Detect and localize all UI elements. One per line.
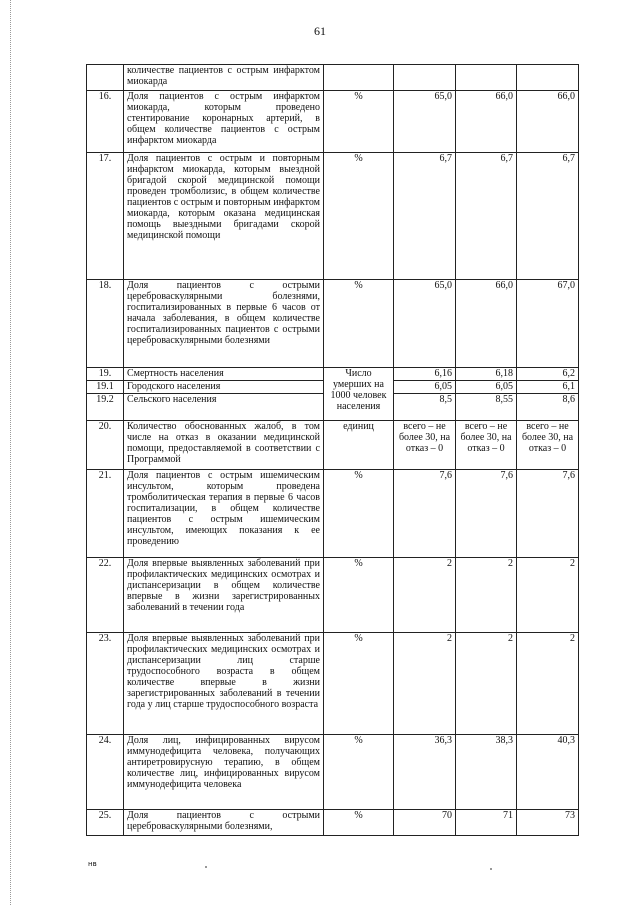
indicators-table bbox=[86, 64, 579, 836]
indicator-text: Городского населения bbox=[124, 381, 324, 394]
value-year-1: 2 bbox=[394, 558, 456, 633]
value-year-3: 67,0 bbox=[517, 280, 579, 368]
value-year-2: 2 bbox=[456, 633, 517, 735]
indicator-text: Доля пациентов с острыми цереброваскулярными болезнями, bbox=[124, 810, 324, 836]
indicator-text: Доля пациентов с острым ишемическим инсультом, которым проведена тромболитическая терапия в первые 6 часов госпитализации, в общем количестве пациентов с острым ишемическим инсультом, имеющих показания к ее проведению bbox=[124, 470, 324, 558]
row-number bbox=[87, 65, 124, 91]
value-year-2: 66,0 bbox=[456, 280, 517, 368]
unit-cell: % bbox=[324, 633, 394, 735]
value-year-1: 70 bbox=[394, 810, 456, 836]
table-row bbox=[87, 558, 579, 633]
indicator-text: количестве пациентов с острым инфарктом миокарда bbox=[124, 65, 324, 91]
indicator-text: Количество обоснованных жалоб, в том числе на отказ в оказании медицинской помощи, предоставляемой в соответствии с Программой bbox=[124, 421, 324, 470]
value-year-3: 6,2 bbox=[517, 368, 579, 381]
table-row bbox=[87, 633, 579, 735]
table-row bbox=[87, 470, 579, 558]
unit-cell: единиц bbox=[324, 421, 394, 470]
row-number: 25. bbox=[87, 810, 124, 836]
value-year-3: всего – не более 30, на отказ – 0 bbox=[517, 421, 579, 470]
value-year-3: 73 bbox=[517, 810, 579, 836]
unit-cell: % bbox=[324, 558, 394, 633]
value-year-1: 6,16 bbox=[394, 368, 456, 381]
value-year-3: 66,0 bbox=[517, 91, 579, 153]
row-number: 16. bbox=[87, 91, 124, 153]
indicator-text: Доля пациентов с острыми цереброваскулярными болезнями, госпитализированных в первые 6 часов от начала заболевания, в общем количестве госпитализированных пациентов с острыми цереброваскулярными болезнями bbox=[124, 280, 324, 368]
value-year-1: 65,0 bbox=[394, 91, 456, 153]
unit-cell: % bbox=[324, 91, 394, 153]
indicator-text: Смертность населения bbox=[124, 368, 324, 381]
scan-speck bbox=[205, 866, 207, 868]
footer-code: нв bbox=[88, 860, 97, 868]
table-row bbox=[87, 735, 579, 810]
value-year-3: 2 bbox=[517, 558, 579, 633]
indicator-text: Сельского населения bbox=[124, 394, 324, 421]
table-row bbox=[87, 91, 579, 153]
unit-cell: % bbox=[324, 280, 394, 368]
value-year-2: 2 bbox=[456, 558, 517, 633]
scan-speck bbox=[490, 868, 492, 870]
value-year-2: 6,18 bbox=[456, 368, 517, 381]
row-number: 20. bbox=[87, 421, 124, 470]
value-year-2 bbox=[456, 65, 517, 91]
table-row bbox=[87, 810, 579, 836]
value-year-2: 38,3 bbox=[456, 735, 517, 810]
table-row bbox=[87, 153, 579, 280]
value-year-2: 8,55 bbox=[456, 394, 517, 421]
scan-edge-line bbox=[10, 0, 12, 905]
value-year-3: 6,1 bbox=[517, 381, 579, 394]
value-year-3: 7,6 bbox=[517, 470, 579, 558]
unit-cell: % bbox=[324, 153, 394, 280]
value-year-3: 40,3 bbox=[517, 735, 579, 810]
indicator-text: Доля впервые выявленных заболеваний при профилактических медицинских осмотрах и диспансеризации лиц старше трудоспособного возраста в общем количестве впервые в жизни зарегистрированных заболеваний в течении года у лиц старше трудоспособного возраста bbox=[124, 633, 324, 735]
value-year-2: 6,05 bbox=[456, 381, 517, 394]
value-year-1: 65,0 bbox=[394, 280, 456, 368]
value-year-1: 36,3 bbox=[394, 735, 456, 810]
value-year-3: 8,6 bbox=[517, 394, 579, 421]
row-number: 23. bbox=[87, 633, 124, 735]
row-number: 19. bbox=[87, 368, 124, 381]
unit-cell: % bbox=[324, 810, 394, 836]
value-year-3: 2 bbox=[517, 633, 579, 735]
value-year-2: 71 bbox=[456, 810, 517, 836]
value-year-1: 8,5 bbox=[394, 394, 456, 421]
value-year-1 bbox=[394, 65, 456, 91]
unit-cell bbox=[324, 65, 394, 91]
page-number: 61 bbox=[314, 24, 326, 38]
value-year-2: 66,0 bbox=[456, 91, 517, 153]
value-year-2: 6,7 bbox=[456, 153, 517, 280]
row-number: 17. bbox=[87, 153, 124, 280]
table-row bbox=[87, 65, 579, 91]
indicator-text: Доля пациентов с острым и повторным инфарктом миокарда, которым выездной бригадой скорой медицинской помощи проведен тромболизис, в общем количестве пациентов с острым и повторным инфарктом миокарда, которым оказана медицинская помощь выездными бригадами скорой медицинской помощи bbox=[124, 153, 324, 280]
row-number: 19.2 bbox=[87, 394, 124, 421]
value-year-3 bbox=[517, 65, 579, 91]
value-year-1: всего – не более 30, на отказ – 0 bbox=[394, 421, 456, 470]
value-year-1: 6,7 bbox=[394, 153, 456, 280]
row-number: 22. bbox=[87, 558, 124, 633]
value-year-2: 7,6 bbox=[456, 470, 517, 558]
table-row bbox=[87, 280, 579, 368]
unit-cell: % bbox=[324, 470, 394, 558]
value-year-1: 6,05 bbox=[394, 381, 456, 394]
table-row bbox=[87, 368, 579, 381]
row-number: 21. bbox=[87, 470, 124, 558]
unit-cell: % bbox=[324, 735, 394, 810]
row-number: 19.1 bbox=[87, 381, 124, 394]
row-number: 24. bbox=[87, 735, 124, 810]
value-year-2: всего – не более 30, на отказ – 0 bbox=[456, 421, 517, 470]
indicator-text: Доля пациентов с острым инфарктом миокарда, которым проведено стентирование коронарных артерий, в общем количестве пациентов с острым инфарктом миокарда bbox=[124, 91, 324, 153]
value-year-3: 6,7 bbox=[517, 153, 579, 280]
row-number: 18. bbox=[87, 280, 124, 368]
indicator-text: Доля впервые выявленных заболеваний при профилактических медицинских осмотрах и диспансеризации в общем количестве впервые в жизни зарегистрированных заболеваний в течении года bbox=[124, 558, 324, 633]
indicator-text: Доля лиц, инфицированных вирусом иммунодефицита человека, получающих антиретровирусную терапию, в общем количестве лиц, инфицированных вирусом иммунодефицита человека bbox=[124, 735, 324, 810]
table-row bbox=[87, 421, 579, 470]
value-year-1: 2 bbox=[394, 633, 456, 735]
value-year-1: 7,6 bbox=[394, 470, 456, 558]
unit-cell-mortality: Число умерших на 1000 человек населения bbox=[324, 368, 394, 421]
